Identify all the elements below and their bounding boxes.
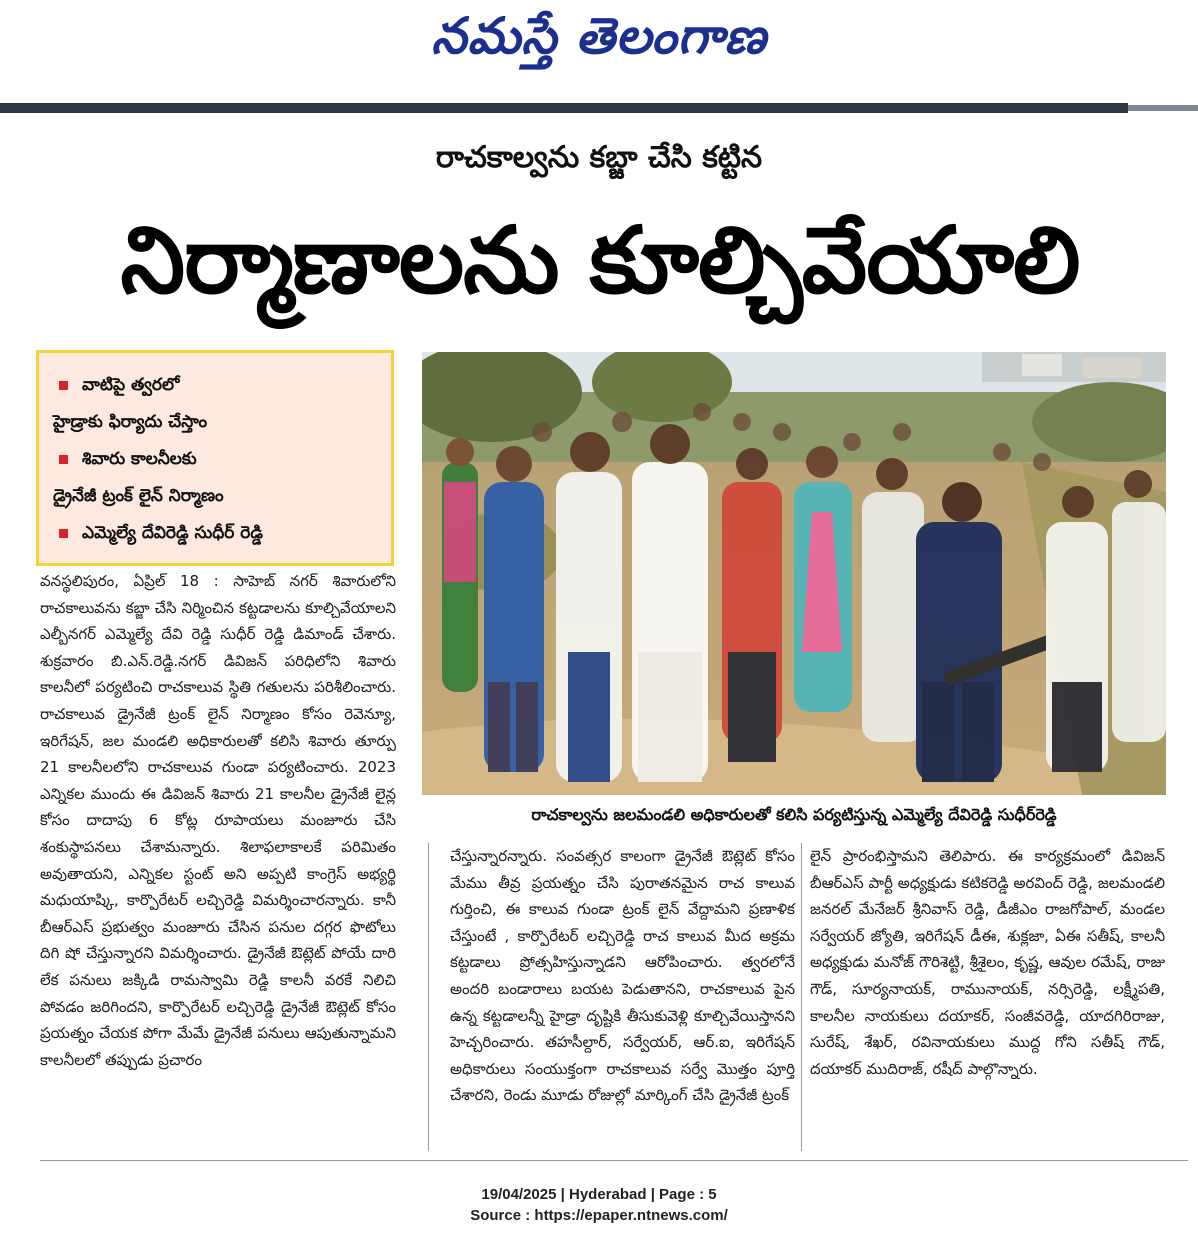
photo-crowd-illustration xyxy=(422,352,1166,795)
article-headline: నిర్మాణాలను కూల్చివేయాలి xyxy=(120,207,1080,314)
highlight-continuation: హైడ్రాకు ఫిర్యాదు చేస్తాం xyxy=(53,412,208,432)
highlight-text: వాటిపై త్వరలో xyxy=(82,375,180,395)
bullet-square-icon xyxy=(59,529,68,538)
masthead-rule-extension xyxy=(1128,105,1198,111)
article-kicker: రాచకాల్వను కబ్జా చేసి కట్టిన xyxy=(435,140,763,175)
article-body-text: లైన్ ప్రారంభిస్తామని తెలిపారు. ఈ కార్యక్రమంలో డివిజన్ బీఆర్ఎస్ పార్టీ అధ్యక్షుడు కటికరెడ్డి అరవింద్ రెడ్డి, జలమండలి జనరల్ మేనేజర్ శ్రీనివాస్ రెడ్డి, డీజీఎం రాజగోపాల్, మండల సర్వేయర్ జ్యోతి, ఇరిగేషన్ డీఈ, శుక్లజా, ఏఈ సతీష్, కాలనీ అధ్యక్షుడు మనోజ్ గౌరిశెట్టి, శ్రీశైలం, కృష్ణ, ఆవుల రమేష్, రాజు గౌడ్, సూర్యనాయక్, రామునాయక్, నర్సిరెడ్డి, లక్ష్మీపతి, కాలనీల నాయకులు దయాకర్, సంజీవరెడ్డి, యాదగిరిరాజు, సురేష్, శేఖర్, రవినాయకులు ముద్ద గోని సతీష్ గౌడ్, దయాకర్ ముదిరాజ్, రషీద్ పాల్గొన్నారు. xyxy=(810,847,1165,1078)
highlight-item xyxy=(53,515,381,552)
article-body-text: చేస్తున్నారన్నారు. సంవత్సర కాలంగా డ్రైనేజీ ఔట్లెట్ కోసం మేము తీవ్ర ప్రయత్నం చేసి పురాతనమైన రాచ కాలువ గుర్తించి, ఈ కాలువ గుండా ట్రంక్ లైన్ వేద్దామని ప్రణాళిక చేస్తుంటే , కార్పొరేటర్ లచ్చిరెడ్డి రాచ కాలువ మీద అక్రమ కట్టడాలు ప్రోత్సహిస్తున్నాడని ఆరోపించారు. త్వరలోనే అందరి బండారాలు బయట పెడుతానని, రాచకాలువ పైన ఉన్న కట్టడాలన్నీ హైడ్రా దృష్టికి తీసుకువెళ్లి కూల్చివేయిస్తానని హెచ్చరించారు. తహసీల్దార్, సర్వేయర్, ఆర్.ఐ, ఇరిగేషన్ అధికారులు సంయుక్తంగా రాచకాలువ సర్వే మొత్తం పూర్తి చేశారని, రెండు మూడు రోజుల్లో మార్కింగ్ చేసి డ్రైనేజీ ట్రంక్ xyxy=(450,847,795,1105)
page-footer xyxy=(0,1184,1198,1226)
highlight-text: ఎమ్మెల్యే దేవిరెడ్డి సుధీర్ రెడ్డి xyxy=(82,523,263,543)
news-photo xyxy=(422,352,1166,795)
article-bottom-rule xyxy=(40,1160,1188,1161)
article-body-text: వనస్థలిపురం, ఏప్రిల్ 18 : సాహెబ్ నగర్ శివారులోని రాచకాలువను కబ్జా చేసి నిర్మించిన కట్టడాలను కూల్చివేయాలని ఎల్బీనగర్ ఎమ్మెల్యే దేవి రెడ్డి సుధీర్ రెడ్డి డిమాండ్ చేశారు. శుక్రవారం బి.ఎన్.రెడ్డి.నగర్ డివిజన్ పరిధిలోని శివారు కాలనీలో పర్యటించి రాచకాలువ స్థితి గతులను పరిశీలించారు. రాచకాలువ డ్రైనేజీ ట్రంక్ లైన్ నిర్మాణం కోసం రెవెన్యూ, ఇరిగేషన్, జల మండలి అధికారులతో కలిసి శివారు తూర్పు 21 కాలనీలలోని రాచకాలువ గుండా పర్యటించారు. 2023 ఎన్నికల ముందు ఈ డివిజన్ శివారు 21 కాలనీల డ్రైనేజీ లైన్ల కోసం దాదాపు 6 కోట్ల రూపాయలు మంజూరు చేసి శంకుస్థాపనలు చేశామన్నారు. శిలాఫలాకాలకే పరిమితం అవుతాయని, ఎన్నికల స్టంట్ అని అప్పటి కాంగ్రెస్ అభ్యర్థి మధుయాష్కి, కార్పొరేటర్ లచ్చిరెడ్డి విమర్శించారన్నారు. కానీ బీఆర్ఎస్ ప్రభుత్వం మంజూరు చేసిన పనుల దగ్గర ఫొటోలు దిగి షో చేస్తున్నారని విమర్శించారు. డ్రైనేజీ ఔట్లెట్ పోయే దారి లేక పనులు జక్కిడి రామస్వామి రెడ్డి కాలనీ వరకే నిలిచి పోవడం జరిగిందని, కార్పొరేటర్ లచ్చిరెడ్డి డ్రైనేజీ ఔట్లెట్ కోసం ప్రయత్నం చేయక పోగా మేమే డ్రైనేజీ పనులు ఆపుతున్నామని కాలనీలలో తప్పుడు ప్రచారం xyxy=(40,572,396,1069)
edition-info: 19/04/2025 | Hyderabad | Page : 5 xyxy=(481,1186,717,1203)
column-divider xyxy=(801,843,802,1151)
source-link: Source : https://epaper.ntnews.com/ xyxy=(470,1207,728,1224)
article-column-1 xyxy=(40,568,396,1073)
masthead-rule xyxy=(0,103,1128,113)
highlight-continuation: డ్రైనేజీ ట్రంక్ లైన్ నిర్మాణం xyxy=(53,486,224,506)
article-column-2 xyxy=(450,843,795,1109)
column-divider xyxy=(428,843,429,1151)
photo-caption: రాచకాల్వను జలమండలి అధికారులతో కలిసి పర్యటిస్తున్న ఎమ్మెల్యే దేవిరెడ్డి సుధీర్‌రెడ్డి xyxy=(531,805,1057,824)
highlight-text: శివారు కాలనీలకు xyxy=(82,449,197,469)
masthead xyxy=(0,0,1198,100)
bullet-square-icon xyxy=(59,455,68,464)
newspaper-logo: నమస్తే తెలంగాణ xyxy=(431,6,767,65)
bullet-square-icon xyxy=(59,381,68,390)
highlight-item xyxy=(53,367,381,404)
highlight-item xyxy=(53,441,381,478)
article-column-3 xyxy=(810,843,1165,1082)
highlights-box xyxy=(36,350,394,566)
